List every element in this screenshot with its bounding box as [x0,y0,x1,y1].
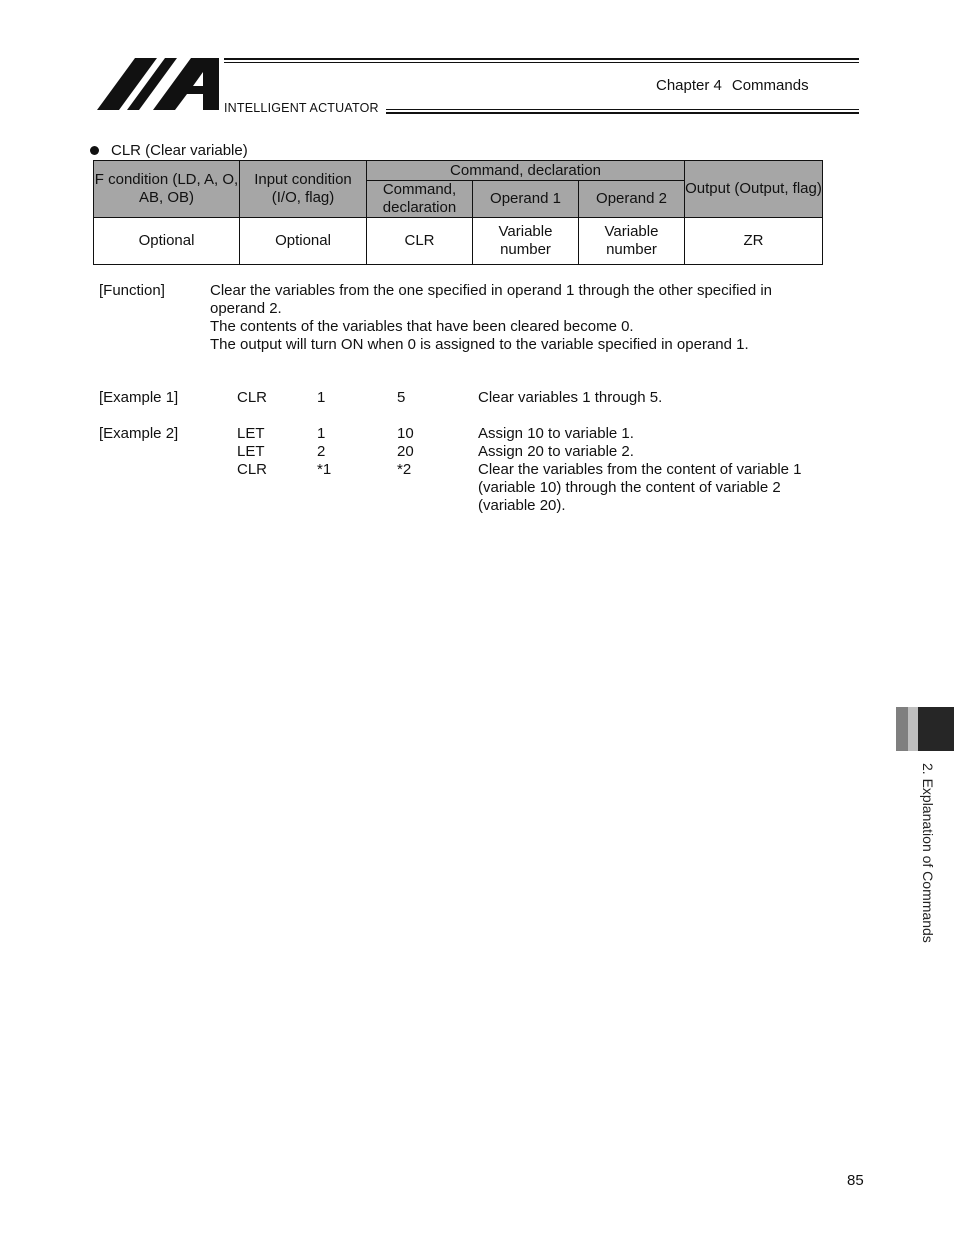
example-operand2: *2 [397,461,412,478]
header-rule [224,62,859,63]
example-operand1: *1 [317,461,332,478]
brand-name: INTELLIGENT ACTUATOR [224,101,379,115]
header-rule [224,58,859,60]
cell-operand1: Variable number [473,218,579,265]
example1-label: [Example 1] [99,389,179,406]
side-tab-marker [908,707,918,751]
side-tab-marker [918,707,954,751]
example-operand2: 5 [397,389,406,406]
section-heading: CLR (Clear variable) [111,142,248,159]
header-input-condition: Input condition (I/O, flag) [240,161,367,218]
cell-output: ZR [685,218,823,265]
bullet-icon [90,146,99,155]
example-command: LET [237,443,265,460]
cell-input-condition: Optional [240,218,367,265]
header-command: Command, declaration [367,181,473,218]
chapter-heading [656,77,809,94]
example-description: Assign 20 to variable 2. [478,443,634,460]
chapter-number: Chapter 4 [656,77,722,94]
function-line: operand 2. [210,300,282,317]
cell-operand2: Variable number [579,218,685,265]
header-rule [386,112,859,114]
example-command: CLR [237,461,268,478]
example-description: Assign 10 to variable 1. [478,425,634,442]
example2-label: [Example 2] [99,425,179,442]
cell-f-condition: Optional [94,218,240,265]
example-command: CLR [237,389,268,406]
header-operand1: Operand 1 [473,181,579,218]
header-command-group: Command, declaration [367,161,685,181]
function-label: [Function] [99,282,165,299]
function-line: The contents of the variables that have been cleared become 0. [210,318,634,335]
function-line: Clear the variables from the one specified in operand 1 through the other specified in [210,282,773,299]
example-description: Clear the variables from the content of variable 1 (variable 10) through the content of variable 2 (variable 20). [478,461,802,514]
example-operand2: 20 [397,443,414,460]
example-command: LET [237,425,265,442]
function-line: The output will turn ON when 0 is assigned to the variable specified in operand 1. [210,336,749,353]
side-tab-label: 2. Explanation of Commands [920,763,936,943]
header-operand2: Operand 2 [579,181,685,218]
command-table [93,160,823,265]
example-operand2: 10 [397,425,414,442]
header-f-condition: F condition (LD, A, O, AB, OB) [94,161,240,218]
example-operand1: 2 [317,443,326,460]
table-row [94,218,823,265]
function-description [210,282,820,354]
example-description: Clear variables 1 through 5. [478,389,663,406]
chapter-title: Commands [731,77,809,94]
iai-logo [97,58,219,110]
header-output: Output (Output, flag) [685,161,823,218]
example-operand1: 1 [317,389,326,406]
example-operand1: 1 [317,425,326,442]
page-number: 85 [847,1172,864,1189]
side-tab-marker [896,707,908,751]
header-rule [386,109,859,110]
cell-command: CLR [367,218,473,265]
